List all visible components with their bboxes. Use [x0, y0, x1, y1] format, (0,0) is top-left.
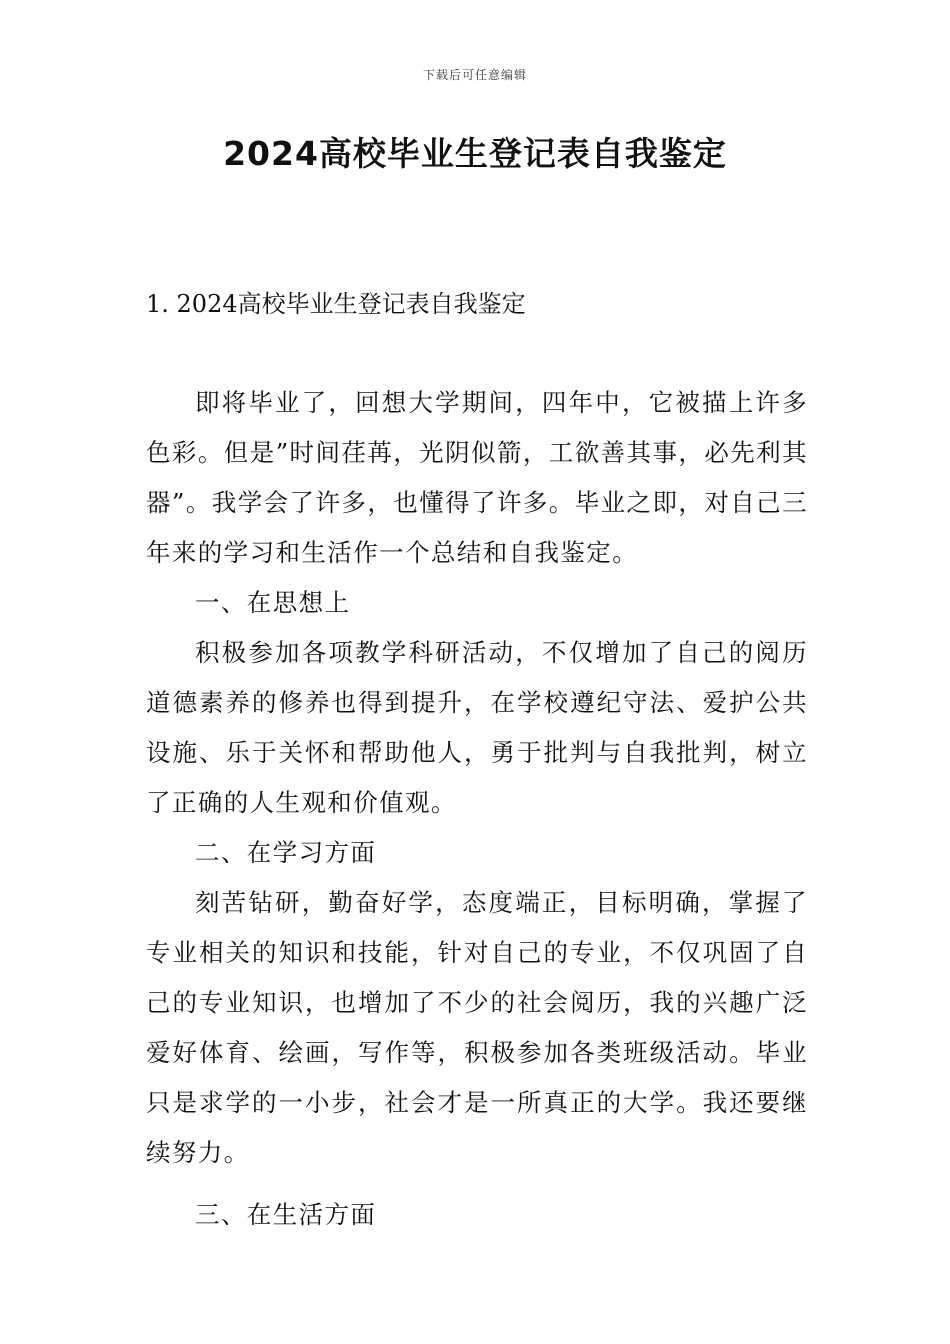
subheading-study: 二、在学习方面 [195, 838, 377, 867]
section-heading: 1. 2024高校毕业生登记表自我鉴定 [146, 290, 526, 318]
document-title: 2024高校毕业生登记表自我鉴定 [223, 134, 727, 173]
subheading-thought: 一、在思想上 [195, 588, 351, 617]
paragraph-intro: 即将毕业了，回想大学期间，四年中，它被描上许多色彩。但是”时间荏苒，光阴似箭，工欲善其事，必先利其器”。我学会了许多，也懂得了许多。毕业之即，对自己三年来的学习和生活作一个总结和自我鉴定。 [146, 388, 808, 567]
header-note: 下载后可任意编辑 [422, 68, 527, 82]
document-body [146, 378, 808, 1240]
subheading-life: 三、在生活方面 [195, 1200, 377, 1229]
paragraph-study: 刻苦钻研，勤奋好学，态度端正，目标明确，掌握了专业相关的知识和技能，针对自己的专业，不仅巩固了自己的专业知识，也增加了不少的社会阅历，我的兴趣广泛爱好体育、绘画，写作等，积极参加各类班级活动。毕业只是求学的一小步，社会才是一所真正的大学。我还要继续努力。 [146, 888, 808, 1167]
paragraph-thought: 积极参加各项教学科研活动，不仅增加了自己的阅历道德素养的修养也得到提升，在学校遵纪守法、爱护公共设施、乐于关怀和帮助他人，勇于批判与自我批判，树立了正确的人生观和价值观。 [146, 638, 808, 817]
